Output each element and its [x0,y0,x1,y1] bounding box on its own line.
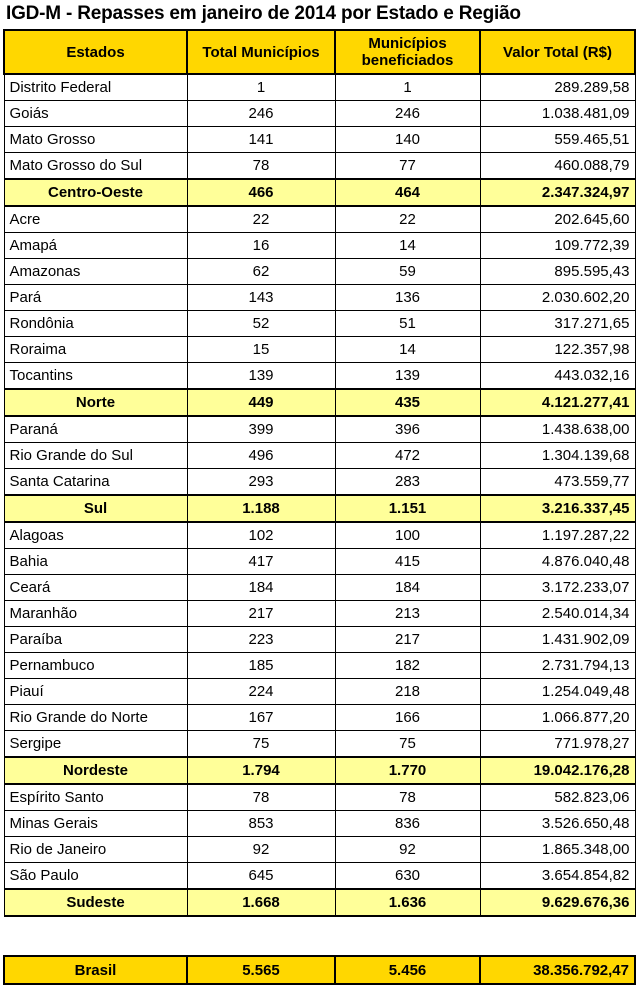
region-name: Centro-Oeste [4,179,187,206]
state-total-municipios: 78 [187,784,335,811]
state-municipios-beneficiados: 836 [335,811,480,837]
state-name: Pernambuco [4,653,187,679]
brasil-municipios-beneficiados: 5.456 [335,956,480,984]
state-total-municipios: 224 [187,679,335,705]
state-valor-total: 895.595,43 [480,259,635,285]
state-total-municipios: 143 [187,285,335,311]
state-row [4,469,635,496]
state-total-municipios: 645 [187,863,335,890]
state-name: Amapá [4,233,187,259]
state-row [4,705,635,731]
region-name: Sul [4,495,187,522]
state-municipios-beneficiados: 415 [335,549,480,575]
table-body [4,74,635,916]
state-valor-total: 2.540.014,34 [480,601,635,627]
region-municipios-beneficiados: 1.770 [335,757,480,784]
state-name: Rio de Janeiro [4,837,187,863]
state-valor-total: 559.465,51 [480,127,635,153]
state-row [4,206,635,233]
region-valor-total: 3.216.337,45 [480,495,635,522]
repasses-table [3,29,636,917]
state-total-municipios: 417 [187,549,335,575]
state-valor-total: 1.865.348,00 [480,837,635,863]
state-municipios-beneficiados: 217 [335,627,480,653]
state-municipios-beneficiados: 75 [335,731,480,758]
state-name: Alagoas [4,522,187,549]
state-total-municipios: 399 [187,416,335,443]
state-name: Espírito Santo [4,784,187,811]
region-summary-row [4,889,635,916]
state-row [4,627,635,653]
state-valor-total: 473.559,77 [480,469,635,496]
state-municipios-beneficiados: 213 [335,601,480,627]
state-total-municipios: 223 [187,627,335,653]
state-row [4,363,635,390]
region-municipios-beneficiados: 1.636 [335,889,480,916]
table-header-row [4,30,635,74]
state-row [4,679,635,705]
state-municipios-beneficiados: 166 [335,705,480,731]
state-valor-total: 1.197.287,22 [480,522,635,549]
state-total-municipios: 184 [187,575,335,601]
region-valor-total: 2.347.324,97 [480,179,635,206]
state-municipios-beneficiados: 51 [335,311,480,337]
state-municipios-beneficiados: 140 [335,127,480,153]
state-municipios-beneficiados: 14 [335,337,480,363]
state-name: Minas Gerais [4,811,187,837]
state-name: Sergipe [4,731,187,758]
state-row [4,101,635,127]
state-row [4,74,635,101]
state-total-municipios: 92 [187,837,335,863]
region-name: Sudeste [4,889,187,916]
state-total-municipios: 78 [187,153,335,180]
state-valor-total: 109.772,39 [480,233,635,259]
state-municipios-beneficiados: 59 [335,259,480,285]
region-total-municipios: 1.794 [187,757,335,784]
state-name: Rio Grande do Sul [4,443,187,469]
state-total-municipios: 246 [187,101,335,127]
state-total-municipios: 1 [187,74,335,101]
state-row [4,731,635,758]
state-row [4,575,635,601]
header-beneficiados-line2: beneficiados [361,52,454,69]
state-valor-total: 1.254.049,48 [480,679,635,705]
state-name: Tocantins [4,363,187,390]
state-row [4,522,635,549]
state-municipios-beneficiados: 136 [335,285,480,311]
state-valor-total: 202.645,60 [480,206,635,233]
state-row [4,601,635,627]
state-valor-total: 3.172.233,07 [480,575,635,601]
state-row [4,311,635,337]
brasil-total-table [3,955,636,985]
region-summary-row [4,389,635,416]
state-row [4,443,635,469]
state-row [4,416,635,443]
region-total-municipios: 449 [187,389,335,416]
state-valor-total: 460.088,79 [480,153,635,180]
state-municipios-beneficiados: 472 [335,443,480,469]
state-valor-total: 1.038.481,09 [480,101,635,127]
state-name: Maranhão [4,601,187,627]
state-valor-total: 582.823,06 [480,784,635,811]
brasil-total-municipios: 5.565 [187,956,335,984]
state-name: Rio Grande do Norte [4,705,187,731]
state-municipios-beneficiados: 396 [335,416,480,443]
state-total-municipios: 15 [187,337,335,363]
state-total-municipios: 102 [187,522,335,549]
state-name: Pará [4,285,187,311]
state-valor-total: 122.357,98 [480,337,635,363]
state-row [4,285,635,311]
state-municipios-beneficiados: 92 [335,837,480,863]
state-row [4,653,635,679]
region-total-municipios: 1.668 [187,889,335,916]
state-total-municipios: 853 [187,811,335,837]
state-name: Ceará [4,575,187,601]
state-row [4,837,635,863]
state-municipios-beneficiados: 283 [335,469,480,496]
header-total-municipios: Total Municípios [187,30,335,74]
region-summary-row [4,757,635,784]
state-total-municipios: 217 [187,601,335,627]
state-valor-total: 2.731.794,13 [480,653,635,679]
state-row [4,153,635,180]
state-valor-total: 1.431.902,09 [480,627,635,653]
state-name: Goiás [4,101,187,127]
state-row [4,784,635,811]
state-name: Mato Grosso [4,127,187,153]
state-name: Acre [4,206,187,233]
region-name: Norte [4,389,187,416]
state-name: São Paulo [4,863,187,890]
header-valor-total: Valor Total (R$) [480,30,635,74]
state-total-municipios: 62 [187,259,335,285]
brasil-label: Brasil [4,956,187,984]
state-row [4,233,635,259]
header-estados: Estados [4,30,187,74]
state-municipios-beneficiados: 1 [335,74,480,101]
brasil-total-row [4,956,635,984]
region-valor-total: 4.121.277,41 [480,389,635,416]
state-total-municipios: 16 [187,233,335,259]
region-municipios-beneficiados: 1.151 [335,495,480,522]
state-name: Santa Catarina [4,469,187,496]
state-name: Roraima [4,337,187,363]
state-valor-total: 771.978,27 [480,731,635,758]
state-row [4,549,635,575]
state-row [4,127,635,153]
state-total-municipios: 293 [187,469,335,496]
state-municipios-beneficiados: 184 [335,575,480,601]
state-valor-total: 4.876.040,48 [480,549,635,575]
state-name: Piauí [4,679,187,705]
header-beneficiados-line1: Municípios [368,35,447,52]
state-total-municipios: 185 [187,653,335,679]
state-row [4,863,635,890]
state-valor-total: 2.030.602,20 [480,285,635,311]
state-name: Bahia [4,549,187,575]
state-valor-total: 3.654.854,82 [480,863,635,890]
region-valor-total: 19.042.176,28 [480,757,635,784]
state-name: Paraíba [4,627,187,653]
state-valor-total: 317.271,65 [480,311,635,337]
page-title: IGD-M - Repasses em janeiro de 2014 por Estado e Região [6,3,521,24]
state-municipios-beneficiados: 100 [335,522,480,549]
state-valor-total: 1.066.877,20 [480,705,635,731]
region-total-municipios: 466 [187,179,335,206]
state-total-municipios: 139 [187,363,335,390]
state-total-municipios: 167 [187,705,335,731]
state-name: Amazonas [4,259,187,285]
state-total-municipios: 141 [187,127,335,153]
brasil-valor-total: 38.356.792,47 [480,956,635,984]
state-valor-total: 443.032,16 [480,363,635,390]
state-municipios-beneficiados: 218 [335,679,480,705]
region-municipios-beneficiados: 464 [335,179,480,206]
state-row [4,337,635,363]
region-summary-row [4,495,635,522]
state-valor-total: 3.526.650,48 [480,811,635,837]
header-municipios-beneficiados [335,30,480,74]
state-municipios-beneficiados: 630 [335,863,480,890]
state-total-municipios: 75 [187,731,335,758]
state-municipios-beneficiados: 77 [335,153,480,180]
state-row [4,259,635,285]
state-municipios-beneficiados: 246 [335,101,480,127]
region-valor-total: 9.629.676,36 [480,889,635,916]
region-summary-row [4,179,635,206]
state-name: Paraná [4,416,187,443]
state-municipios-beneficiados: 139 [335,363,480,390]
state-row [4,811,635,837]
region-total-municipios: 1.188 [187,495,335,522]
state-municipios-beneficiados: 14 [335,233,480,259]
state-valor-total: 1.438.638,00 [480,416,635,443]
state-valor-total: 289.289,58 [480,74,635,101]
state-valor-total: 1.304.139,68 [480,443,635,469]
region-name: Nordeste [4,757,187,784]
state-municipios-beneficiados: 182 [335,653,480,679]
state-name: Rondônia [4,311,187,337]
state-name: Distrito Federal [4,74,187,101]
state-total-municipios: 496 [187,443,335,469]
state-municipios-beneficiados: 78 [335,784,480,811]
state-municipios-beneficiados: 22 [335,206,480,233]
state-total-municipios: 22 [187,206,335,233]
state-name: Mato Grosso do Sul [4,153,187,180]
state-total-municipios: 52 [187,311,335,337]
region-municipios-beneficiados: 435 [335,389,480,416]
